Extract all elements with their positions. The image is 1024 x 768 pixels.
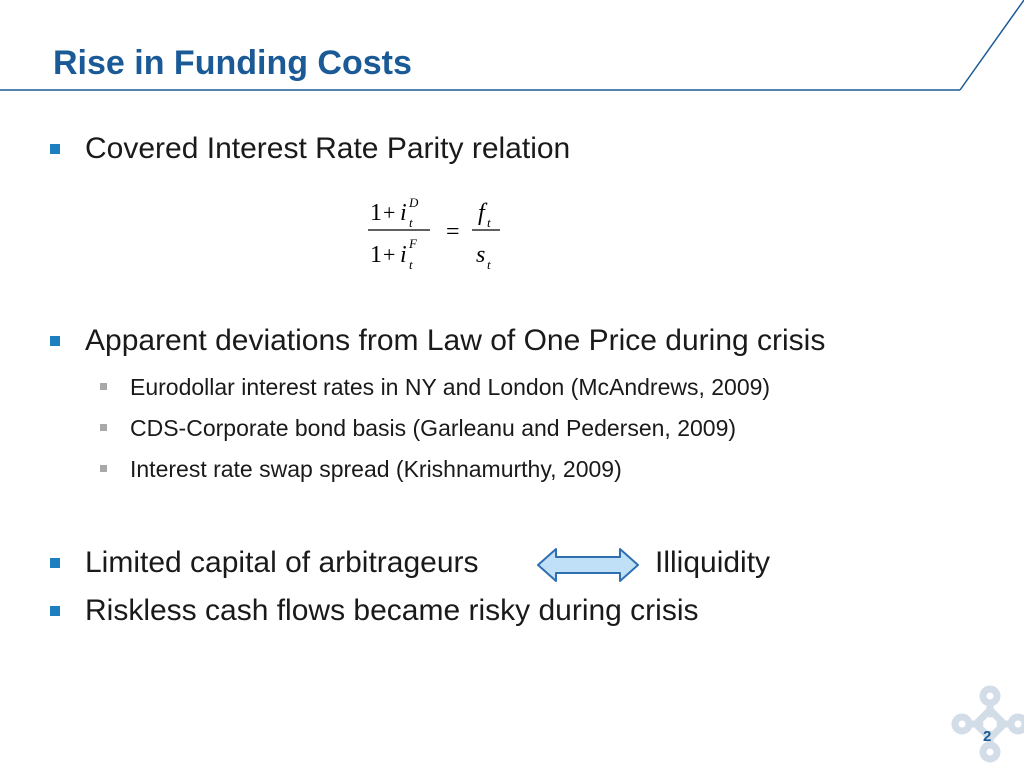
sub-bullet-cds-basis: CDS-Corporate bond basis (Garleanu and Pedersen, 2009) — [130, 415, 737, 441]
formula-den-plus: + — [383, 242, 396, 267]
bullet-limited-capital: Limited capital of arbitrageurs — [85, 546, 479, 579]
bullet-riskless-cash-flows: Riskless cash flows became risky during crisis — [85, 594, 699, 627]
bullet-marker — [50, 144, 60, 154]
formula-num-plus: + — [383, 200, 396, 225]
bullet-marker — [50, 336, 60, 346]
formula-den-sup-F: F — [409, 236, 417, 251]
formula-num-one: 1 — [370, 200, 382, 226]
page-number: 2 — [983, 728, 992, 745]
formula-s: s — [476, 242, 486, 268]
bullet-illiquidity: Illiquidity — [655, 546, 771, 579]
cip-formula — [368, 188, 508, 278]
bullet-cip-relation: Covered Interest Rate Parity relation — [85, 132, 571, 165]
logo-ornament-icon — [940, 684, 1024, 768]
sub-bullet-swap-spread: Interest rate swap spread (Krishnamurthy, 2009) — [130, 456, 622, 482]
formula-den-i: i — [400, 242, 407, 268]
sub-bullet-marker — [100, 465, 107, 472]
formula-num-sub-t: t — [409, 215, 413, 230]
formula-den-sub-t: t — [409, 257, 413, 272]
formula-den-one: 1 — [370, 242, 382, 268]
slide-title: Rise in Funding Costs — [53, 44, 412, 82]
bullet-law-of-one-price: Apparent deviations from Law of One Price during crisis — [85, 324, 826, 357]
bullet-marker — [50, 558, 60, 568]
double-arrow-icon — [536, 545, 640, 585]
sub-bullet-marker — [100, 424, 107, 431]
bullet-marker — [50, 606, 60, 616]
sub-bullet-eurodollar: Eurodollar interest rates in NY and London (McAndrews, 2009) — [130, 374, 771, 400]
sub-bullet-marker — [100, 383, 107, 390]
formula-num-sup-D: D — [409, 195, 419, 210]
formula-f-sub-t: t — [487, 215, 491, 230]
formula-f: f — [478, 200, 485, 226]
formula-equals: = — [446, 219, 460, 245]
formula-s-sub-t: t — [487, 257, 491, 272]
formula-num-i: i — [400, 200, 407, 226]
